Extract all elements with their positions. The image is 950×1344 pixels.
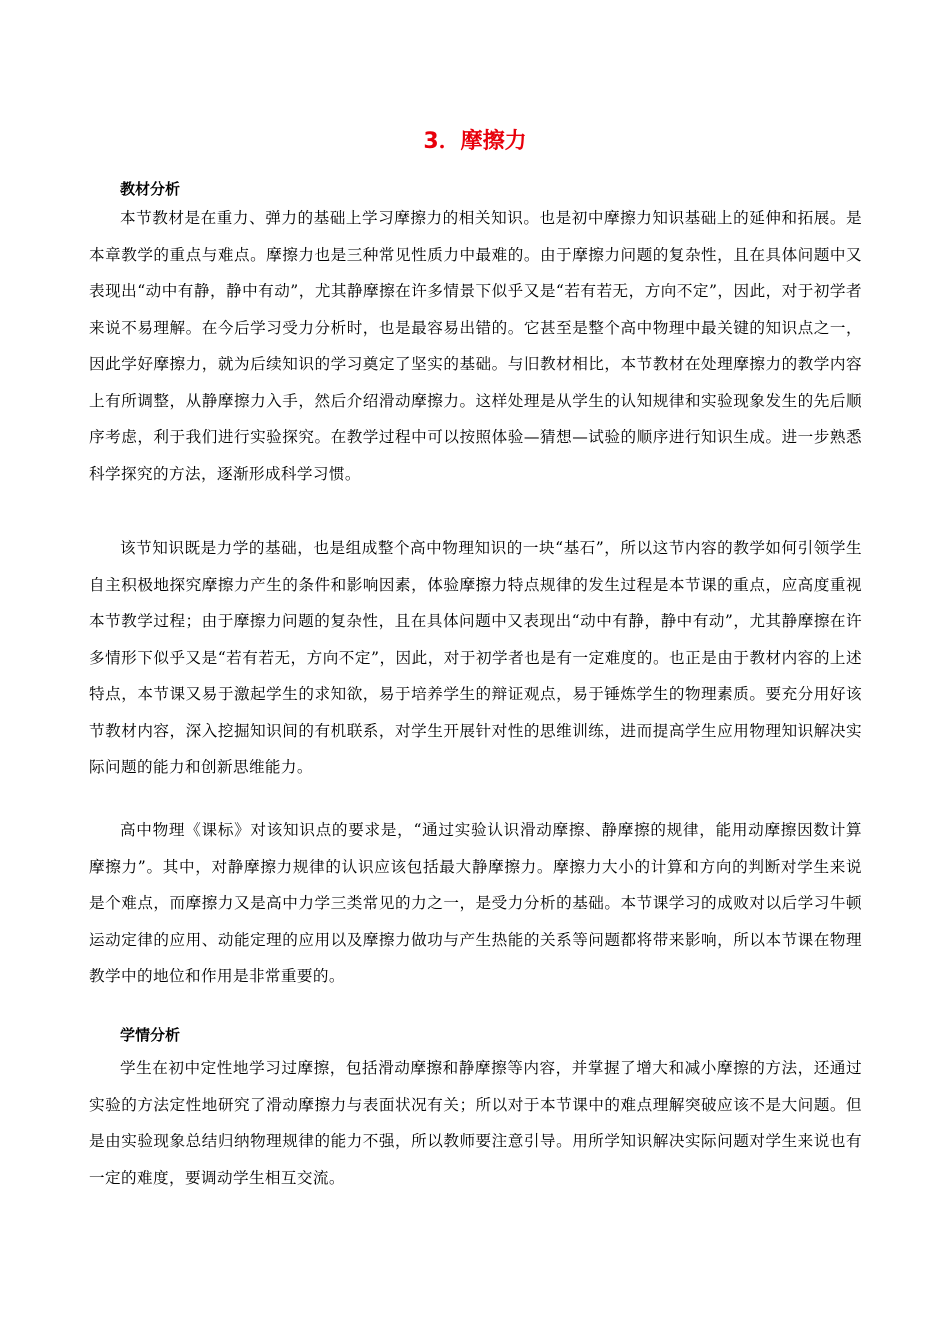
section-heading-textbook-analysis: 教材分析 bbox=[120, 180, 181, 198]
paragraph: 该节知识既是力学的基础，也是组成整个高中物理知识的一块“基石”，所以这节内容的教学如何引领学生自主积极地探究摩擦力产生的条件和影响因素，体验摩擦力特点规律的发生过程是本节课的重点，应高度重视本节教学过程；由于摩擦力问题的复杂性，且在具体问题中又表现出“动中有静，静中有动”，尤其静摩擦在许多情形下似乎又是“若有若无，方向不定”，因此，对于初学者也是有一定难度的。也正是由于教材内容的上述特点，本节课又易于激起学生的求知欲，易于培养学生的辩证观点，易于锤炼学生的物理素质。要充分用好该节教材内容，深入挖掘知识间的有机联系，对学生开展针对性的思维训练，进而提高学生应用物理知识解决实际问题的能力和创新思维能力。 bbox=[89, 539, 862, 776]
paragraph: 高中物理《课标》对该知识点的要求是，“通过实验认识滑动摩擦、静摩擦的规律，能用动摩擦因数计算摩擦力”。其中，对静摩擦力规律的认识应该包括最大静摩擦力。摩擦力大小的计算和方向的判断对学生来说是个难点，而摩擦力又是高中力学三类常见的力之一，是受力分析的基础。本节课学习的成败对以后学习牛顿运动定律的应用、动能定理的应用以及摩擦力做功与产生热能的关系等问题都将带来影响，所以本节课在物理教学中的地位和作用是非常重要的。 bbox=[89, 821, 862, 985]
paragraph: 学生在初中定性地学习过摩擦，包括滑动摩擦和静摩擦等内容，并掌握了增大和减小摩擦的方法，还通过实验的方法定性地研究了滑动摩擦力与表面状况有关；所以对于本节课中的难点理解突破应该不是大问题。但是由实验现象总结归纳物理规律的能力不强，所以教师要注意引导。用所学知识解决实际问题对学生来说也有一定的难度，要调动学生相互交流。 bbox=[89, 1059, 862, 1187]
paragraph: 本节教材是在重力、弹力的基础上学习摩擦力的相关知识。也是初中摩擦力知识基础上的延伸和拓展。是本章教学的重点与难点。摩擦力也是三种常见性质力中最难的。由于摩擦力问题的复杂性，且在具体问题中又表现出“动中有静，静中有动”，尤其静摩擦在许多情景下似乎又是“若有若无，方向不定”，因此，对于初学者来说不易理解。在今后学习受力分析时，也是最容易出错的。它甚至是整个高中物理中最关键的知识点之一，因此学好摩擦力，就为后续知识的学习奠定了坚实的基础。与旧教材相比，本节教材在处理摩擦力的教学内容上有所调整，从静摩擦力入手，然后介绍滑动摩擦力。这样处理是从学生的认知规律和实验现象发生的先后顺序考虑，利于我们进行实验探究。在教学过程中可以按照体验—猜想—试验的顺序进行知识生成。进一步熟悉科学探究的方法，逐渐形成科学习惯。 bbox=[89, 209, 862, 483]
page-title: 3．摩擦力 bbox=[423, 129, 527, 154]
section-heading-student-analysis: 学情分析 bbox=[120, 1026, 181, 1044]
